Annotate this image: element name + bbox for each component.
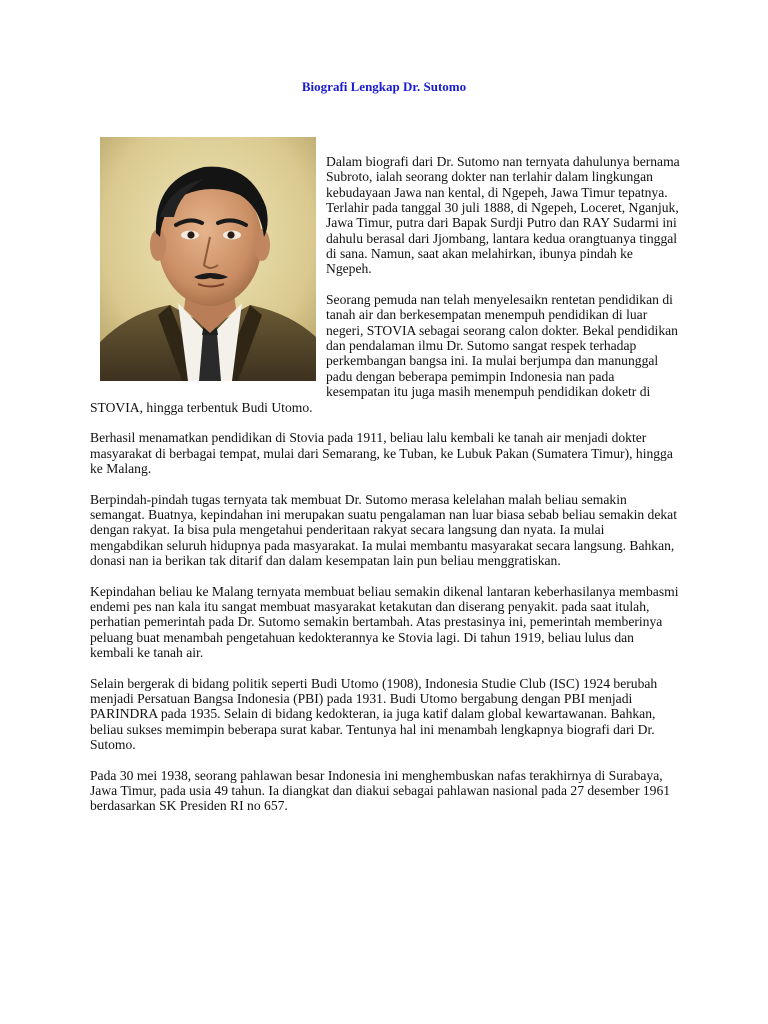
page-title: Biografi Lengkap Dr. Sutomo — [301, 79, 467, 94]
paragraph: Dalam biografi dari Dr. Sutomo nan ternyata dahulunya bernama Subroto, ialah seorang dokter nan terlahir dalam lingkungan kebudayaan Jawa nan kental, di Ngepeh, Jawa Timur tepatnya. Terlahir pada tanggal 30 juli 1888, di Ngepeh, Loceret, Nganjuk, Jawa Timur, putra dari Bapak Surdji Putro dan RAY Sudarmi ini dahulu berasal dari Jjombang, lantara kedua orangtuanya tinggal di sana. Namun, saat akan melahirkan, ibunya pindah ke Ngepeh. — [326, 154, 680, 277]
paragraph: Berpindah-pindah tugas ternyata tak membuat Dr. Sutomo merasa kelelahan malah beliau semakin semangat. Buatnya, kepindahan ini merupakan suatu pengalaman nan luar biasa sebab beliau semakin dekat dengan rakyat. Ia bisa pula mengetahui penderitaan rakyat secara langsung dan nyata. Ia mulai mengabdikan seluruh hidupnya pada masyarakat. Ia mulai membantu masyarakat secara langsung. Bahkan, donasi nan ia berikan tak ditarif dan dalam kesempatan lain pun beliau menggratiskan. — [90, 491, 677, 568]
paragraph: Kepindahan beliau ke Malang ternyata membuat beliau semakin dikenal lantaran keberhasilanya membasmi endemi pes nan kala itu sangat membuat masyarakat ketakutan dan diserang penyakit. pada saat itulah, perhatian pemerintah pada Dr. Sutomo semakin bertambah. Atas prestasinya ini, pemerintah memberinya peluang buat menambah pengetahuan kedokterannya ke Stovia lagi. Di tahun 1919, beliau lulus dan kembali ke tanah air. — [90, 583, 679, 660]
portrait-illustration — [100, 137, 316, 381]
paragraph: Selain bergerak di bidang politik seperti Budi Utomo (1908), Indonesia Studie Club (ISC) 1924 berubah menjadi Persatuan Bangsa Indonesia (PBI) pada 1931. Budi Utomo bergabung dengan PBI menjadi PARINDRA pada 1935. Selain di bidang kedokteran, ia juga katif dalam global kewartawanan. Bahkan, beliau sukses memimpin beberapa surat kabar. Tentunya hal ini menambah lengkapnya biografi dari Dr. Sutomo. — [90, 675, 658, 753]
article-body — [90, 137, 680, 829]
paragraph: Berhasil menamatkan pendidikan di Stovia pada 1911, beliau lalu kembali ke tanah air menjadi dokter masyarakat di berbagai tempat, mulai dari Semarang, ke Tuban, ke Lubuk Pakan (Sumatera Timur), hingga ke Malang. — [90, 430, 673, 476]
paragraph: Pada 30 mei 1938, seorang pahlawan besar Indonesia ini menghembuskan nafas terakhirnya di Surabaya, Jawa Timur, pada usia 49 tahun. Ia diangkat dan diakui sebagai pahlawan nasional pada 27 desember 1961 berdasarkan SK Presiden RI no 657. — [90, 767, 671, 814]
paragraph: Seorang pemuda nan telah menyelesaikn rentetan pendidikan di tanah air dan berkesempatan menempuh pendidikan di luar negeri, STOVIA sebagai seorang calon dokter. Bekal pendidikan dan pendalaman ilmu Dr. Sutomo sangat respek terhadap perkembangan bangsa ini. Ia mulai berjumpa dan manunggal padu dengan beberapa pemimpin Indonesia nan pada kesempatan itu juga masih menempuh pendidikan doketr di STOVIA, hingga terbentuk Budi Utomo. — [90, 292, 678, 415]
